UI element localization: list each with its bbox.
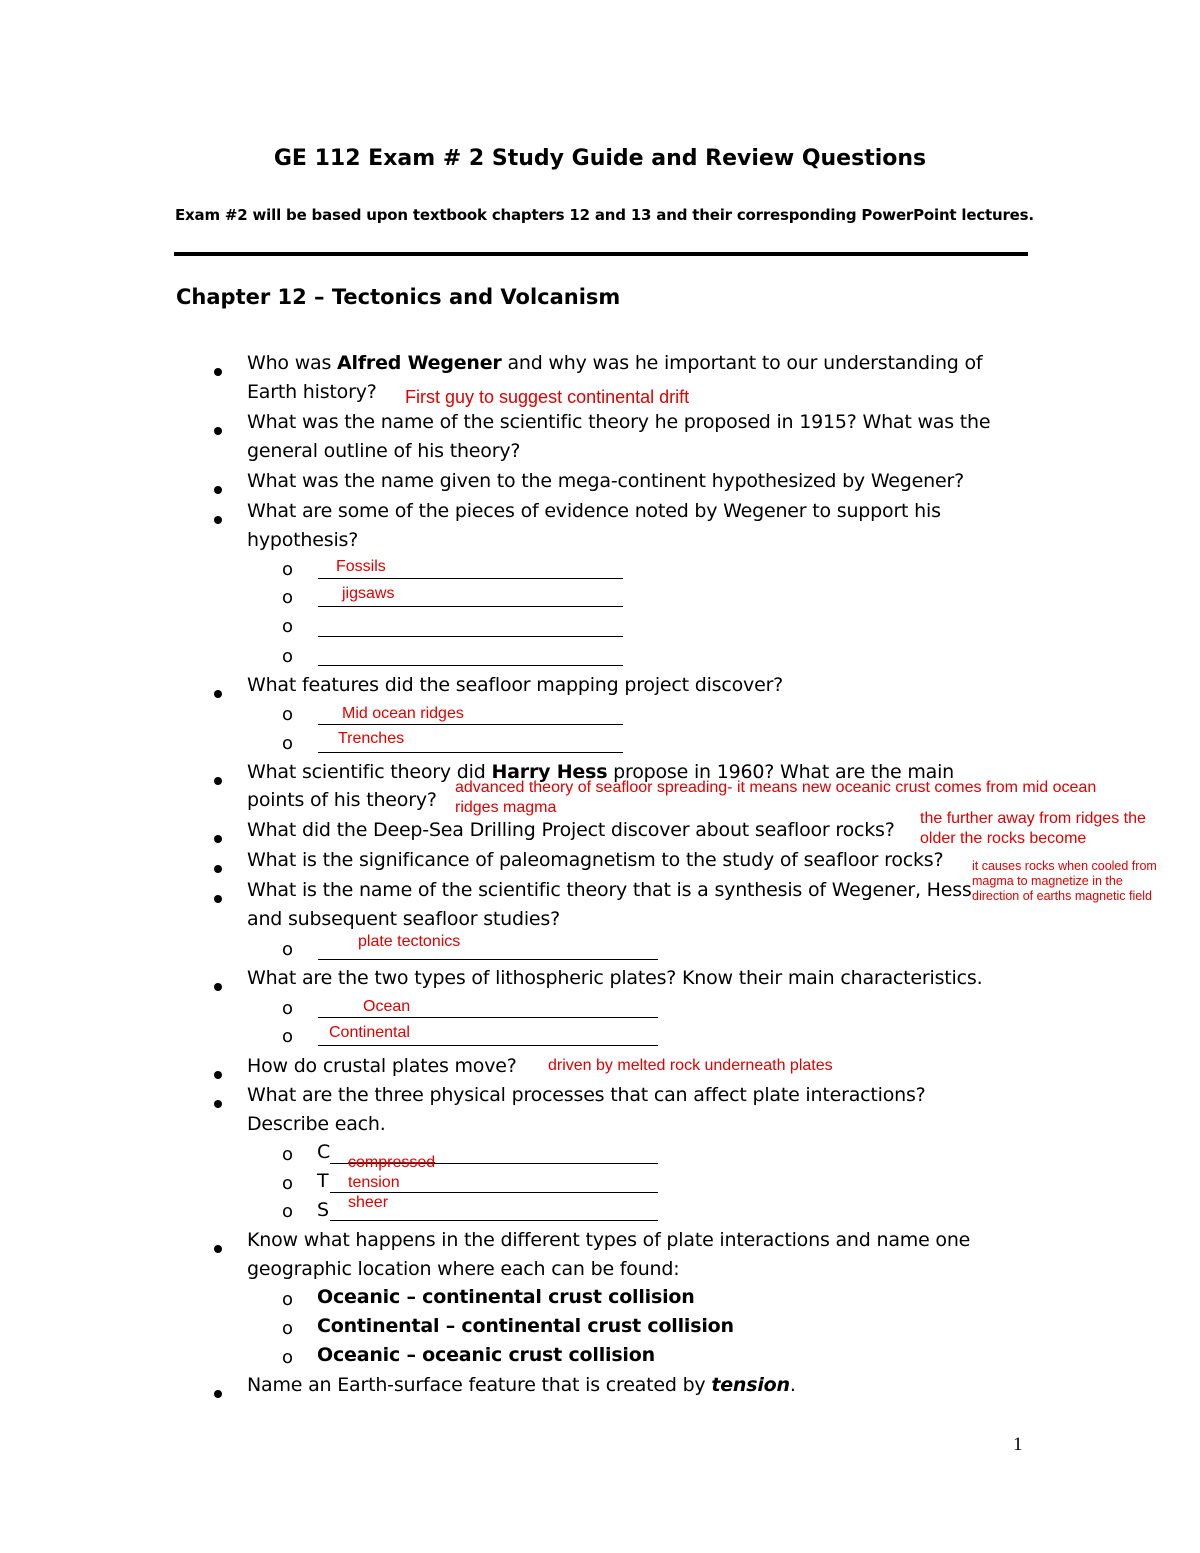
question-1: Who was Alfred Wegener and why was he important to our understanding of (247, 352, 983, 374)
question-14: Name an Earth-surface feature that is created by tension. (247, 1374, 796, 1396)
question-6-line2: points of his theory? (247, 789, 437, 811)
question-5: What features did the seafloor mapping project discover? (247, 674, 784, 696)
sub-bullet-icon: o (282, 1347, 294, 1368)
answer-5b: Trenches (338, 730, 405, 747)
process-letter-c: C (317, 1141, 331, 1163)
bullet-icon (214, 1390, 222, 1398)
header-divider (174, 252, 1028, 256)
process-letter-s: S (317, 1199, 329, 1221)
question-13-line2: geographic location where each can be found: (247, 1258, 680, 1280)
answer-8-line3: direction of earths magnetic field (972, 889, 1152, 903)
bullet-icon (214, 690, 222, 698)
question-13: Know what happens in the different types of plate interactions and name one (247, 1229, 971, 1251)
sub-bullet-icon: o (282, 939, 294, 960)
bullet-icon (214, 835, 222, 843)
question-6: What scientific theory did Harry Hess propose in 1960? What are the main (247, 761, 955, 783)
bullet-icon (214, 865, 222, 873)
sub-bullet-icon: o (282, 998, 294, 1019)
question-2: What was the name of the scientific theory he proposed in 1915? What was the (247, 411, 991, 433)
page-number: 1 (1013, 1434, 1023, 1455)
chapter-heading: Chapter 12 – Tectonics and Volcanism (176, 285, 621, 309)
sub-bullet-icon: o (282, 646, 294, 667)
answer-blank (318, 724, 623, 725)
question-8: What is the significance of paleomagnetism to the study of seafloor rocks? (247, 849, 944, 871)
bullet-icon (214, 486, 222, 494)
interaction-item: Oceanic – oceanic crust collision (317, 1344, 655, 1366)
sub-bullet-icon: o (282, 1201, 294, 1222)
answer-blank (318, 665, 623, 666)
question-4: What are some of the pieces of evidence noted by Wegener to support his (247, 500, 941, 522)
answer-12b: tension (348, 1174, 400, 1191)
sub-bullet-icon: o (282, 1026, 294, 1047)
question-3: What was the name given to the mega-continent hypothesized by Wegener? (247, 470, 964, 492)
answer-8-line2: magma to magnetize in the (972, 874, 1123, 888)
answer-blank (330, 1220, 658, 1221)
bullet-icon (214, 983, 222, 991)
process-letter-t: T (317, 1170, 329, 1192)
bullet-icon (214, 427, 222, 435)
sub-bullet-icon: o (282, 1173, 294, 1194)
answer-12c: sheer (348, 1194, 389, 1211)
sub-bullet-icon: o (282, 1318, 294, 1339)
answer-7-line2: older the rocks become (920, 830, 1087, 847)
document-subtitle: Exam #2 will be based upon textbook chapters 12 and 13 and their corresponding PowerPoint lectures. (175, 206, 1034, 224)
bullet-icon (214, 1071, 222, 1079)
answer-7-line1: the further away from ridges the (920, 810, 1146, 827)
question-4-line2: hypothesis? (247, 529, 359, 551)
question-12: What are the three physical processes that can affect plate interactions? (247, 1084, 926, 1106)
sub-bullet-icon: o (282, 1144, 294, 1165)
bullet-icon (214, 368, 222, 376)
bullet-icon (214, 516, 222, 524)
answer-5a: Mid ocean ridges (342, 705, 464, 722)
answer-blank (318, 578, 623, 579)
sub-bullet-icon: o (282, 559, 294, 580)
question-11: How do crustal plates move? (247, 1055, 517, 1077)
answer-12a: compressed (348, 1154, 436, 1171)
question-9-line2: and subsequent seafloor studies? (247, 908, 561, 930)
answer-6-line1: advanced theory of seafloor spreading- it means new oceanic crust comes from mid ocean (455, 779, 1097, 796)
question-2-line2: general outline of his theory? (247, 440, 521, 462)
answer-blank (318, 606, 623, 607)
interaction-item: Continental – continental crust collision (317, 1315, 734, 1337)
answer-9: plate tectonics (358, 933, 461, 950)
bullet-icon (214, 777, 222, 785)
answer-1: First guy to suggest continental drift (405, 387, 690, 407)
sub-bullet-icon: o (282, 587, 294, 608)
answer-11: driven by melted rock underneath plates (548, 1057, 833, 1074)
question-12-line2: Describe each. (247, 1113, 386, 1135)
sub-bullet-icon: o (282, 733, 294, 754)
sub-bullet-icon: o (282, 616, 294, 637)
answer-blank (318, 752, 623, 753)
answer-8-line1: it causes rocks when cooled from (972, 859, 1157, 873)
answer-blank (330, 1192, 658, 1193)
answer-blank (318, 1017, 658, 1018)
answer-blank (318, 959, 658, 960)
answer-blank (318, 1045, 658, 1046)
answer-10a: Ocean (363, 998, 411, 1015)
question-9: What is the name of the scientific theory that is a synthesis of Wegener, Hess (247, 879, 972, 901)
question-10: What are the two types of lithospheric plates? Know their main characteristics. (247, 967, 983, 989)
sub-bullet-icon: o (282, 704, 294, 725)
answer-4b: jigsaws (342, 585, 395, 602)
sub-bullet-icon: o (282, 1289, 294, 1310)
bullet-icon (214, 895, 222, 903)
interaction-item: Oceanic – continental crust collision (317, 1286, 695, 1308)
bullet-icon (214, 1245, 222, 1253)
document-title: GE 112 Exam # 2 Study Guide and Review Questions (273, 146, 927, 171)
question-7: What did the Deep-Sea Drilling Project discover about seafloor rocks? (247, 819, 895, 841)
answer-6-line2: ridges magma (455, 799, 557, 816)
answer-10b: Continental (329, 1024, 410, 1041)
question-1-line2: Earth history? (247, 381, 377, 403)
bullet-icon (214, 1100, 222, 1108)
answer-4a: Fossils (336, 558, 386, 575)
answer-blank (318, 636, 623, 637)
